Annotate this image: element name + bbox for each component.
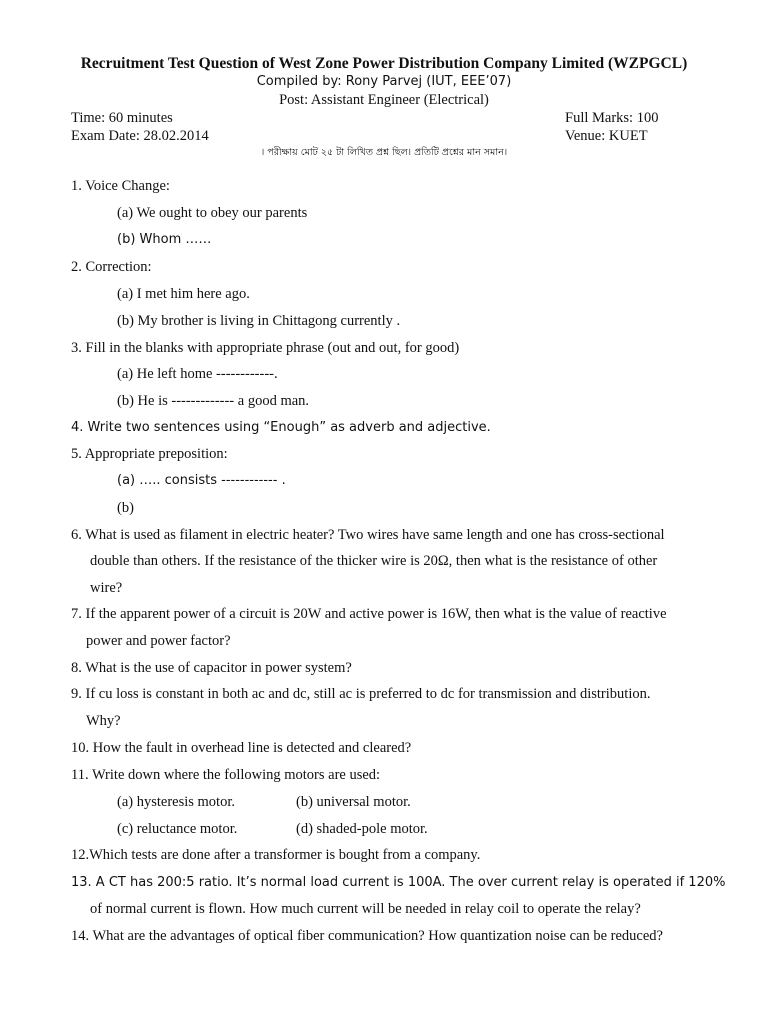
- question-5-b: (b): [117, 500, 134, 516]
- question-1-b: (b) Whom ……: [117, 232, 212, 247]
- compiled-by: Compiled by: Rony Parvej (IUT, EEE’07): [256, 74, 512, 89]
- question-11-d: (d) shaded-pole motor.: [296, 821, 428, 837]
- question-8: 8. What is the use of capacitor in power system?: [71, 660, 352, 676]
- question-6-line-1: 6. What is used as filament in electric heater? Two wires have same length and one has cross-sectional: [71, 527, 665, 543]
- bengali-note: । পরীক্ষায় মোট ২৫ টা লিখিত প্রশ্ন ছিল। প্রতিটি প্রশ্নের মান সমান।: [260, 147, 508, 158]
- question-2-a: (a) I met him here ago.: [117, 286, 250, 302]
- question-11-a: (a) hysteresis motor.: [117, 794, 235, 810]
- question-3-a: (a) He left home ------------.: [117, 366, 278, 382]
- question-4: 4. Write two sentences using “Enough” as adverb and adjective.: [71, 420, 491, 435]
- question-10: 10. How the fault in overhead line is detected and cleared?: [71, 740, 412, 756]
- question-5-a: (a) ….. consists ------------ .: [117, 473, 286, 488]
- question-12: 12.Which tests are done after a transformer is bought from a company.: [71, 847, 481, 863]
- question-7-line-2: power and power factor?: [86, 633, 231, 649]
- question-11-b: (b) universal motor.: [296, 794, 411, 810]
- question-9-line-1: 9. If cu loss is constant in both ac and dc, still ac is preferred to dc for transmission and distribution.: [71, 686, 651, 702]
- question-6-line-2: double than others. If the resistance of the thicker wire is 20Ω, then what is the resistance of other: [90, 553, 658, 569]
- question-13-line-2: of normal current is flown. How much current will be needed in relay coil to operate the relay?: [90, 901, 641, 917]
- question-2-b: (b) My brother is living in Chittagong currently .: [117, 313, 401, 329]
- question-11-c: (c) reluctance motor.: [117, 821, 238, 837]
- question-9-line-2: Why?: [86, 713, 121, 729]
- question-3-b: (b) He is ------------- a good man.: [117, 393, 310, 409]
- question-1-a: (a) We ought to obey our parents: [117, 205, 308, 221]
- exam-time: Time: 60 minutes: [71, 110, 173, 126]
- question-5: 5. Appropriate preposition:: [71, 446, 228, 462]
- question-14: 14. What are the advantages of optical fiber communication? How quantization noise can be reduced?: [71, 928, 663, 944]
- post-line: Post: Assistant Engineer (Electrical): [279, 92, 489, 108]
- question-11: 11. Write down where the following motors are used:: [71, 767, 381, 783]
- question-13-line-1: 13. A CT has 200:5 ratio. It’s normal load current is 100A. The over current relay is operated if 120%: [71, 875, 726, 890]
- question-7-line-1: 7. If the apparent power of a circuit is 20W and active power is 16W, then what is the value of reactive: [71, 606, 667, 622]
- question-1: 1. Voice Change:: [71, 178, 170, 194]
- exam-date: Exam Date: 28.02.2014: [71, 128, 209, 144]
- question-6-line-3: wire?: [90, 580, 123, 596]
- question-3: 3. Fill in the blanks with appropriate phrase (out and out, for good): [71, 340, 460, 356]
- document-title: Recruitment Test Question of West Zone Power Distribution Company Limited (WZPGCL): [80, 55, 688, 72]
- full-marks: Full Marks: 100: [565, 110, 659, 126]
- exam-venue: Venue: KUET: [565, 128, 648, 144]
- question-2: 2. Correction:: [71, 259, 152, 275]
